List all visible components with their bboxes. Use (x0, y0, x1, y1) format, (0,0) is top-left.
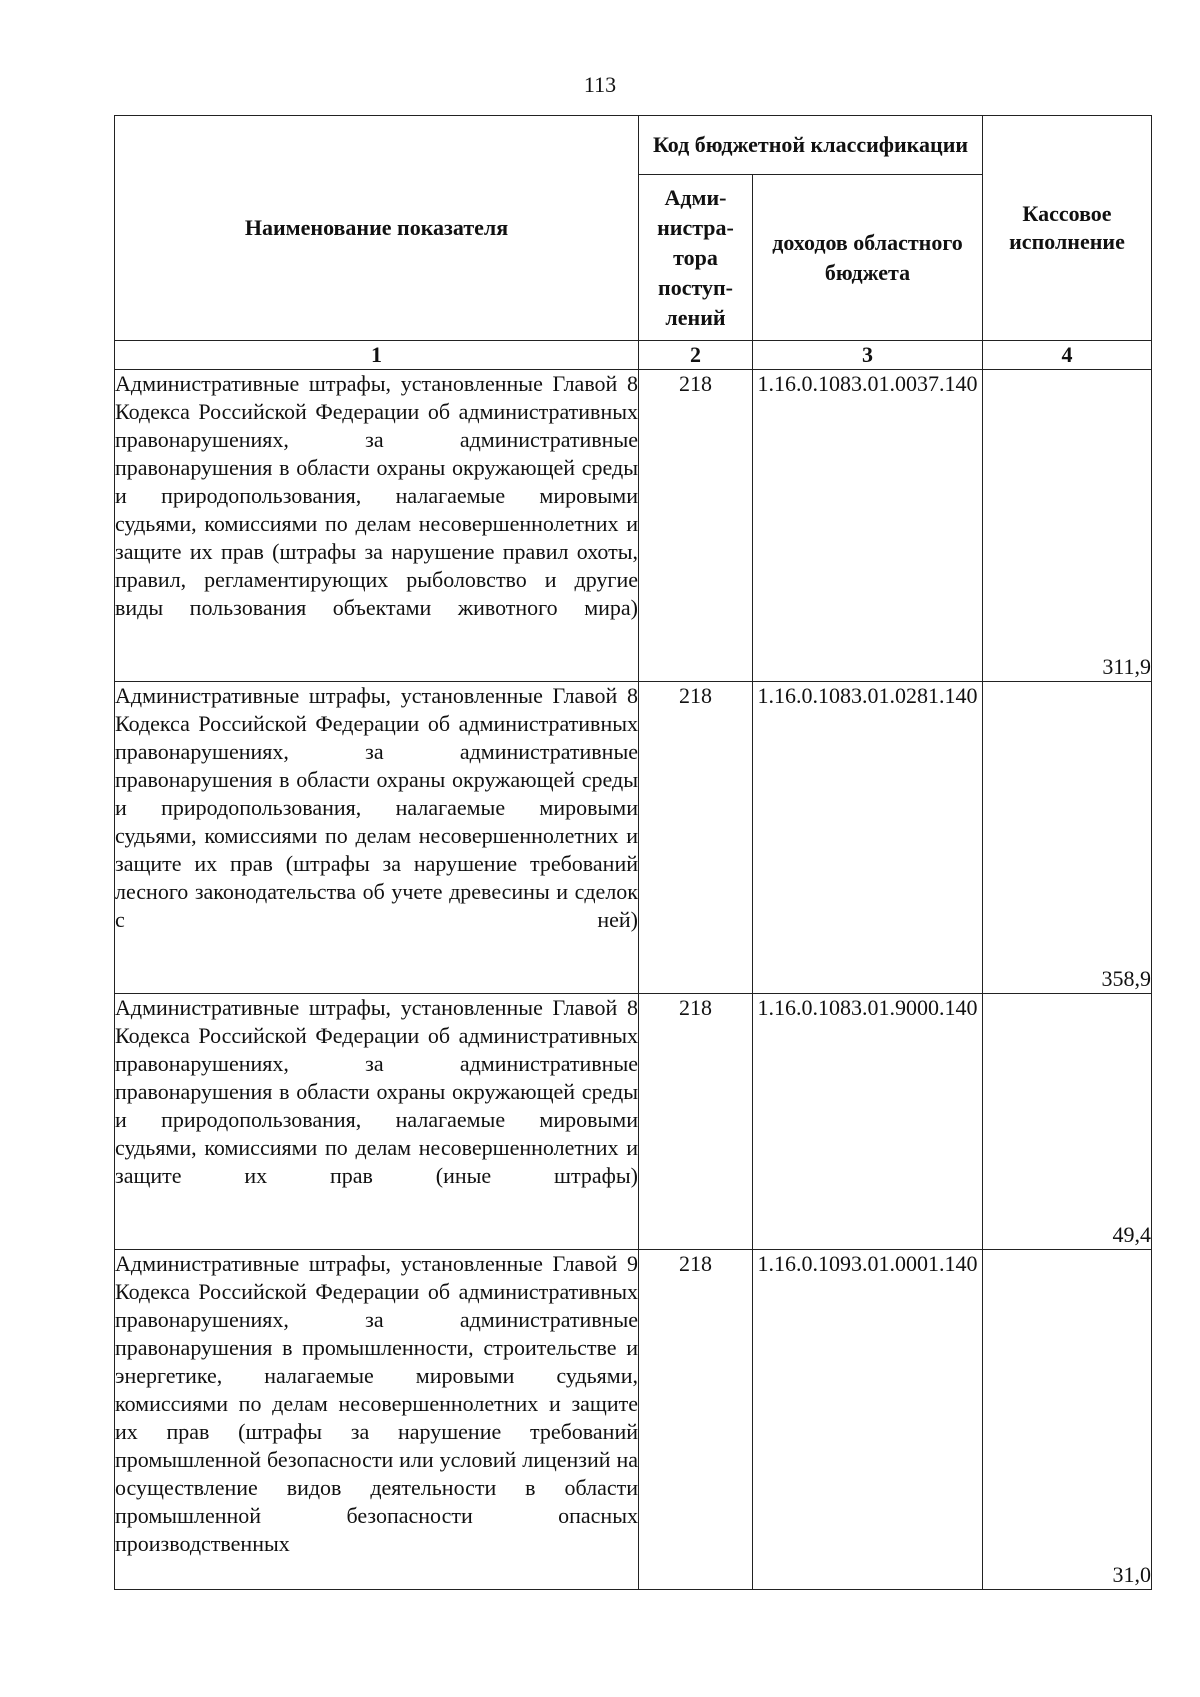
indicator-name: Административные штрафы, установленные Главой 9 Кодекса Российской Федерации об административных правонарушениях, за административные правонарушения в промышленности, строительстве и энергетике, налагаемые мировыми судьями, комиссиями по делам несовершеннолетних и защите их прав (штрафы за нарушение требований промышленной безопасности или условий лицензий на осуществление видов деятельности в области промышленной безопасности опасных производственных (115, 1250, 639, 1590)
indicator-name: Административные штрафы, установленные Главой 8 Кодекса Российской Федерации об административных правонарушениях, за административные правонарушения в области охраны окружающей среды и природопользования, налагаемые мировыми судьями, комиссиями по делам несовершеннолетних и защите их прав (штрафы за нарушение требований лесного законодательства об учете древесины и сделок с ней) (115, 682, 639, 994)
execution-amount: 311,9 (983, 370, 1152, 682)
column-number: 3 (753, 341, 983, 370)
page-number: 113 (583, 72, 617, 97)
table-row (115, 994, 1152, 1250)
table-row (115, 370, 1152, 682)
execution-amount: 49,4 (983, 994, 1152, 1250)
income-code: 1.16.0.1083.01.9000.140 (753, 994, 983, 1250)
table-row (115, 682, 1152, 994)
column-number: 4 (983, 341, 1152, 370)
admin-code: 218 (639, 994, 753, 1250)
header-code-group: Код бюджетной классификации (639, 116, 983, 175)
admin-code: 218 (639, 682, 753, 994)
table-row (115, 1250, 1152, 1590)
income-code: 1.16.0.1083.01.0281.140 (753, 682, 983, 994)
indicator-name: Административные штрафы, установленные Главой 8 Кодекса Российской Федерации об административных правонарушениях, за административные правонарушения в области охраны окружающей среды и природопользования, налагаемые мировыми судьями, комиссиями по делам несовершеннолетних и защите их прав (штрафы за нарушение правил охоты, правил, регламентирующих рыболовство и другие виды пользования объектами животного мира) (115, 370, 639, 682)
execution-amount: 31,0 (983, 1250, 1152, 1590)
budget-table (114, 115, 1152, 1590)
income-code: 1.16.0.1083.01.0037.140 (753, 370, 983, 682)
column-number: 1 (115, 341, 639, 370)
header-income: доходов областного бюджета (753, 175, 983, 341)
admin-code: 218 (639, 1250, 753, 1590)
execution-amount: 358,9 (983, 682, 1152, 994)
income-code: 1.16.0.1093.01.0001.140 (753, 1250, 983, 1590)
header-execution: Кассовое исполнение (983, 116, 1152, 341)
header-admin: Адми-нистра-тора поступ-лений (639, 175, 753, 341)
indicator-name: Административные штрафы, установленные Главой 8 Кодекса Российской Федерации об административных правонарушениях, за административные правонарушения в области охраны окружающей среды и природопользования, налагаемые мировыми судьями, комиссиями по делам несовершеннолетних и защите их прав (иные штрафы) (115, 994, 639, 1250)
header-name: Наименование показателя (115, 116, 639, 341)
column-numbers-row (115, 341, 1152, 370)
admin-code: 218 (639, 370, 753, 682)
column-number: 2 (639, 341, 753, 370)
